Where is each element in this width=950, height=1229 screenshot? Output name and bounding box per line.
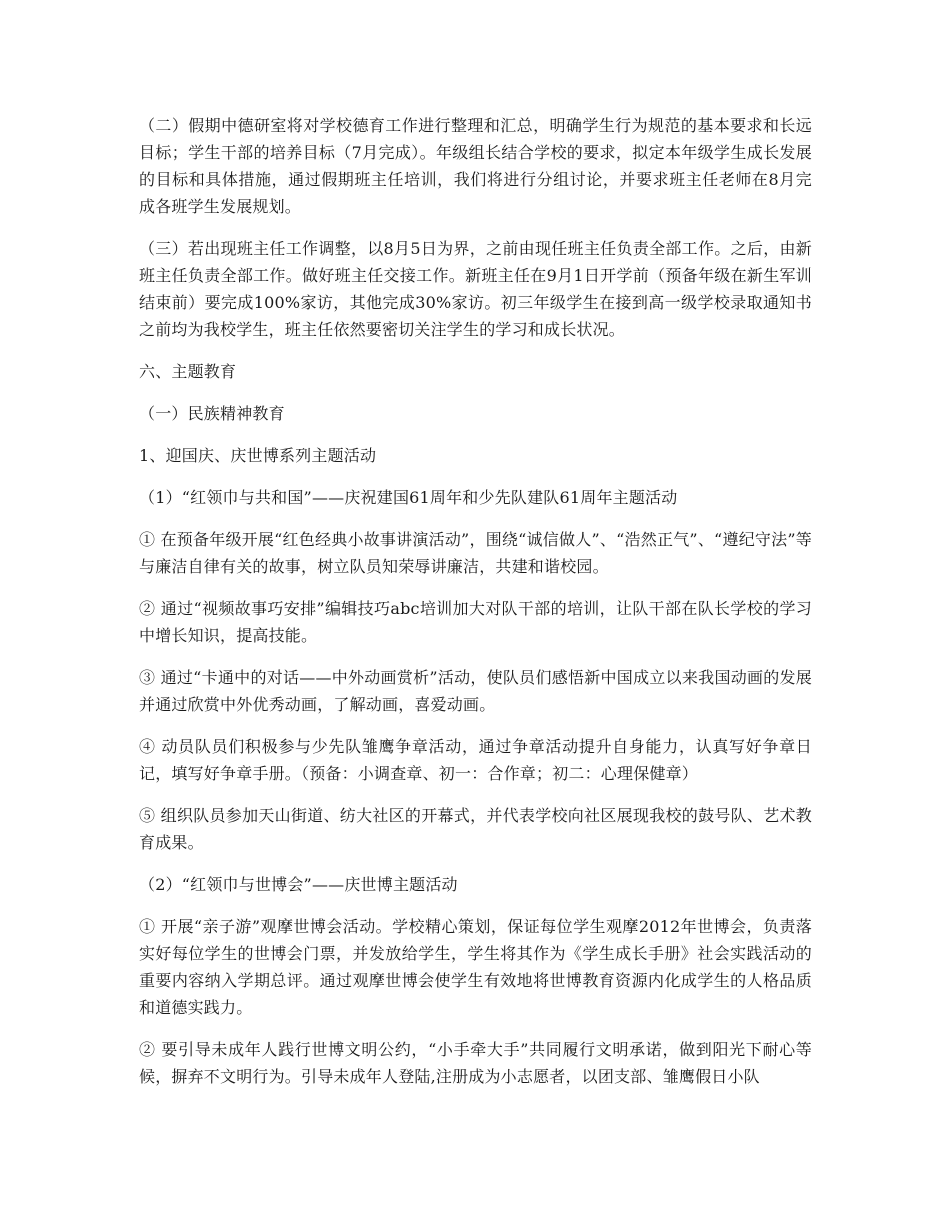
list-item-5: ⑤ 组织队员参加天山街道、纺大社区的开幕式，并代表学校向社区展现我校的鼓号队、艺术教育成果。 bbox=[139, 806, 812, 852]
list-item-expo-1: ① 开展“亲子游”观摩世博会活动。学校精心策划，保证每位学生观摩2012年世博会，负责落实好每位学生的世博会门票，并发放给学生，学生将其作为《学生成长手册》社会实践活动的重要内容纳入学期总评。通过观摩世博会使学生有效地将世博教育资源内化成学生的人格品质和道德实践力。 bbox=[139, 917, 812, 1017]
heading-theme-education: 六、主题教育 bbox=[139, 362, 237, 381]
subheading-national-spirit: （一）民族精神教育 bbox=[139, 404, 285, 423]
list-item-2: ② 通过“视频故事巧安排”编辑技巧abc培训加大对队干部的培训，让队干部在队长学校的学习中增长知识，提高技能。 bbox=[139, 599, 812, 645]
paragraph-section-2: （二）假期中德研室将对学校德育工作进行整理和汇总，明确学生行为规范的基本要求和长远目标；学生干部的培养目标（7月完成）。年级组长结合学校的要求，拟定本年级学生成长发展的目标和具体措施，通过假期班主任培训，我们将进行分组讨论，并要求班主任老师在8月完成各班学生发展规划。 bbox=[139, 116, 812, 216]
subheading-red-scarf-republic: （1）“红领巾与共和国”——庆祝建国61周年和少先队建队61周年主题活动 bbox=[139, 488, 678, 507]
paragraph-section-3: （三）若出现班主任工作调整，以8月5日为界，之前由现任班主任负责全部工作。之后，由新班主任负责全部工作。做好班主任交接工作。新班主任在9月1日开学前（预备年级在新生军训结束前）要完成100%家访，其他完成30%家访。初三年级学生在接到高一级学校录取通知书之前均为我校学生，班主任依然要密切关注学生的学习和成长状况。 bbox=[139, 239, 812, 339]
list-item-3: ③ 通过“卡通中的对话——中外动画赏析”活动，使队员们感悟新中国成立以来我国动画的发展并通过欣赏中外优秀动画，了解动画，喜爱动画。 bbox=[139, 668, 812, 714]
list-item-1: ① 在预备年级开展“红色经典小故事讲演活动”，围绕“诚信做人”、“浩然正气”、“遵纪守法”等与廉洁自律有关的故事，树立队员知荣辱讲廉洁，共建和谐校园。 bbox=[139, 530, 812, 576]
list-item-4: ④ 动员队员们积极参与少先队雏鹰争章活动，通过争章活动提升自身能力，认真写好争章日记，填写好争章手册。（预备：小调查章、初一：合作章；初二：心理保健章） bbox=[139, 737, 812, 783]
subheading-activities-1: 1、迎国庆、庆世博系列主题活动 bbox=[139, 446, 377, 465]
subheading-red-scarf-expo: （2）“红领巾与世博会”——庆世博主题活动 bbox=[139, 875, 458, 894]
list-item-expo-2: ② 要引导未成年人践行世博文明公约，“小手牵大手”共同履行文明承诺，做到阳光下耐心等候，摒弃不文明行为。引导未成年人登陆,注册成为小志愿者，以团支部、雏鹰假日小队 bbox=[139, 1040, 812, 1086]
